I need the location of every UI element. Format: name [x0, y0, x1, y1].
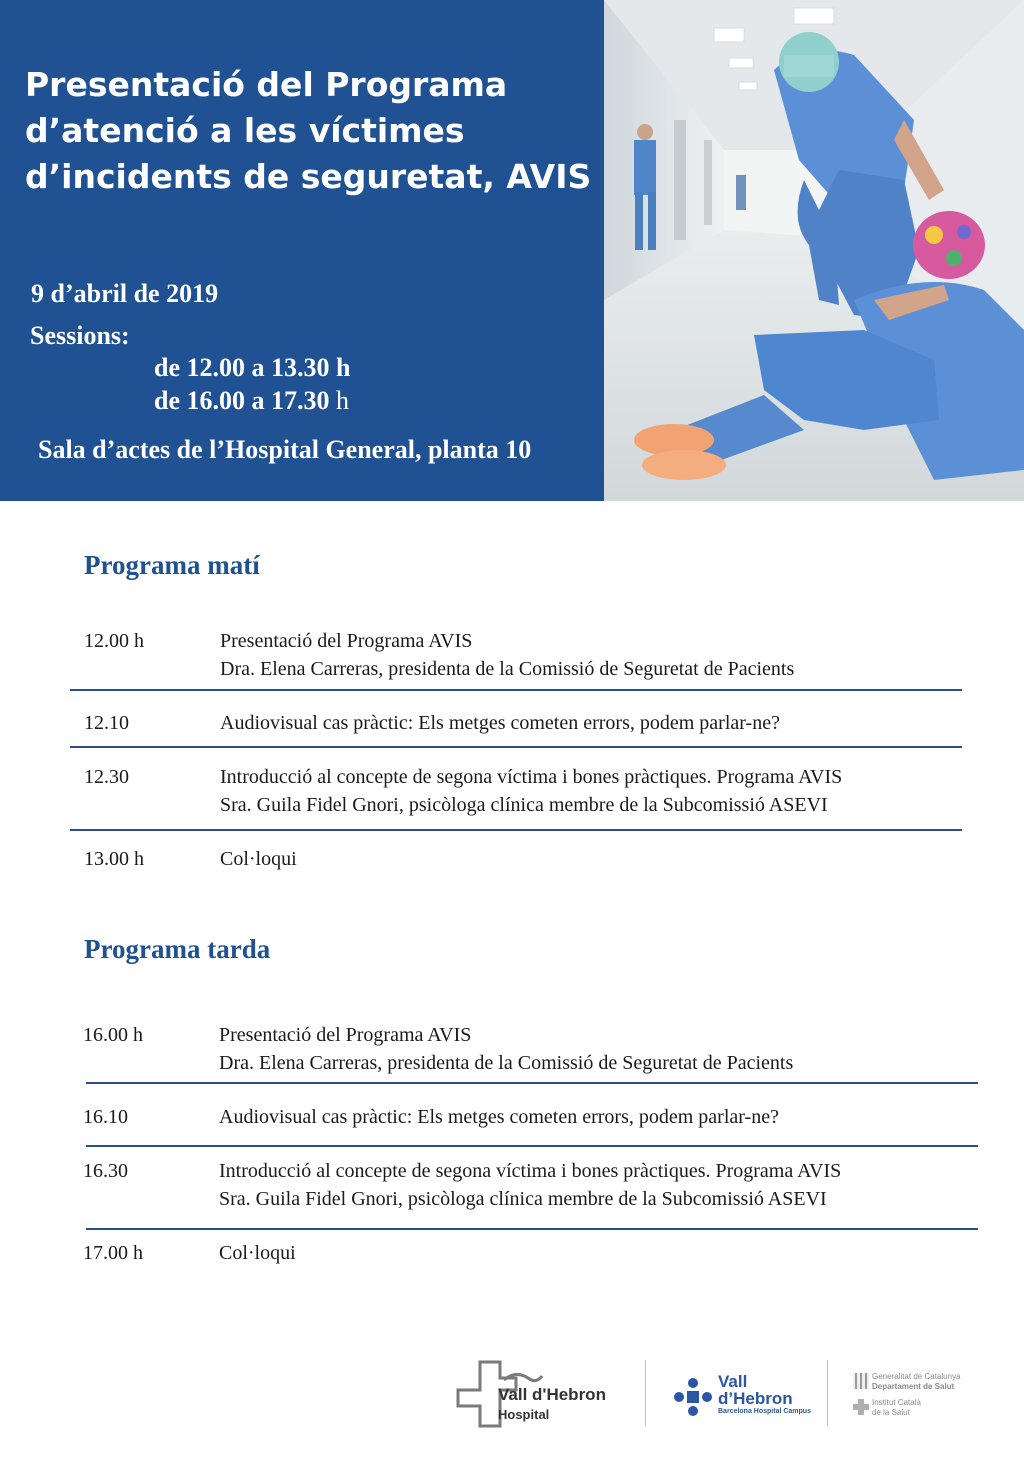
event-date: 9 d’abril de 2019: [31, 279, 219, 308]
logo-vall-hebron-hospital-name: Vall d'Hebron: [498, 1385, 606, 1404]
header-banner: [0, 0, 1024, 501]
schedule-item: [84, 627, 984, 687]
item-time: 17.00 h: [83, 1242, 143, 1264]
item-description: [220, 709, 980, 737]
schedule-item: [83, 1021, 983, 1081]
logo-campus-sub: Barcelona Hospital Campus: [718, 1408, 811, 1415]
title-line: d’incidents de seguretat, AVIS: [25, 157, 592, 196]
event-title: [25, 62, 595, 200]
item-speaker: Dra. Elena Carreras, presidenta de la Comissió de Seguretat de Pacients: [219, 1052, 794, 1074]
hospital-corridor-illustration: [604, 0, 1024, 501]
schedule-item: [83, 1157, 983, 1217]
logo-divider: [645, 1360, 646, 1426]
row-divider: [70, 829, 962, 831]
item-description: [219, 1021, 979, 1077]
logo-ics-line1: Institut Català: [872, 1398, 921, 1407]
item-speaker: Sra. Guila Fidel Gnori, psicòloga clínica membre de la Subcomissió ASEVI: [219, 1188, 827, 1210]
item-description: [219, 1157, 979, 1213]
item-time: 12.00 h: [84, 630, 144, 652]
item-time: 16.30: [83, 1160, 128, 1182]
item-time: 12.30: [84, 766, 129, 788]
item-speaker: Sra. Guila Fidel Gnori, psicòloga clínica membre de la Subcomissió ASEVI: [220, 794, 828, 816]
item-title: Introducció al concepte de segona víctima i bones pràctiques. Programa AVIS: [219, 1160, 842, 1182]
item-description: [219, 1103, 979, 1131]
row-divider: [86, 1082, 978, 1084]
session-time: de 12.00 a 13.30 h: [154, 353, 351, 382]
item-time: 16.00 h: [83, 1024, 143, 1046]
item-title: Introducció al concepte de segona víctima i bones pràctiques. Programa AVIS: [220, 766, 843, 788]
afternoon-program-title: Programa tarda: [84, 934, 271, 964]
item-title: Col·loqui: [219, 1242, 296, 1264]
item-speaker: Dra. Elena Carreras, presidenta de la Comissió de Seguretat de Pacients: [220, 658, 795, 680]
logo-ics-line2: de la Salut: [872, 1408, 910, 1417]
schedule-item: [84, 763, 984, 823]
logo-campus-name: [718, 1373, 793, 1407]
row-divider: [70, 746, 962, 748]
item-time: 13.00 h: [84, 848, 144, 870]
row-divider: [86, 1145, 978, 1147]
item-time: 16.10: [83, 1106, 128, 1128]
logo-generalitat-line2: Departament de Salut: [872, 1382, 955, 1391]
morning-program-title: Programa matí: [84, 550, 260, 580]
session-time: de 16.00 a 17.30 h: [154, 386, 349, 415]
item-description: [220, 627, 980, 683]
logo-vall-hebron-hospital-sub: Hospital: [498, 1407, 550, 1422]
item-title: Presentació del Programa AVIS: [220, 630, 473, 652]
logo-generalitat-line1: Generalitat de Catalunya: [872, 1372, 961, 1381]
dots-cross-icon: [670, 1377, 716, 1417]
item-description: [220, 763, 980, 819]
schedule-item: [84, 845, 984, 875]
item-title: Presentació del Programa AVIS: [219, 1024, 472, 1046]
ics-cross-icon: [853, 1399, 869, 1415]
row-divider: [70, 689, 962, 691]
hero-photo: [604, 0, 1024, 501]
item-description: [219, 1239, 979, 1267]
item-time: 12.10: [84, 712, 129, 734]
logo-campus-line2: d’Hebron: [718, 1389, 793, 1408]
item-description: [220, 845, 980, 873]
item-title: Col·loqui: [220, 848, 297, 870]
title-line: d’atenció a les víctimes: [25, 111, 465, 150]
item-title: Audiovisual cas pràctic: Els metges cometen errors, podem parlar-ne?: [219, 1106, 779, 1128]
logo-campus-line1: Vall: [718, 1372, 748, 1391]
sessions-label: Sessions:: [30, 321, 130, 350]
event-venue: Sala d’actes de l’Hospital General, planta 10: [38, 435, 532, 464]
logo-divider: [827, 1360, 828, 1426]
item-title: Audiovisual cas pràctic: Els metges cometen errors, podem parlar-ne?: [220, 712, 780, 734]
row-divider: [86, 1228, 978, 1230]
schedule-item: [83, 1103, 983, 1133]
schedule-item: [83, 1239, 983, 1269]
title-panel: [0, 0, 604, 501]
footer-logos: [440, 1355, 1000, 1435]
title-line: Presentació del Programa: [25, 65, 508, 104]
schedule-item: [84, 709, 984, 739]
senyera-icon: [853, 1373, 869, 1389]
